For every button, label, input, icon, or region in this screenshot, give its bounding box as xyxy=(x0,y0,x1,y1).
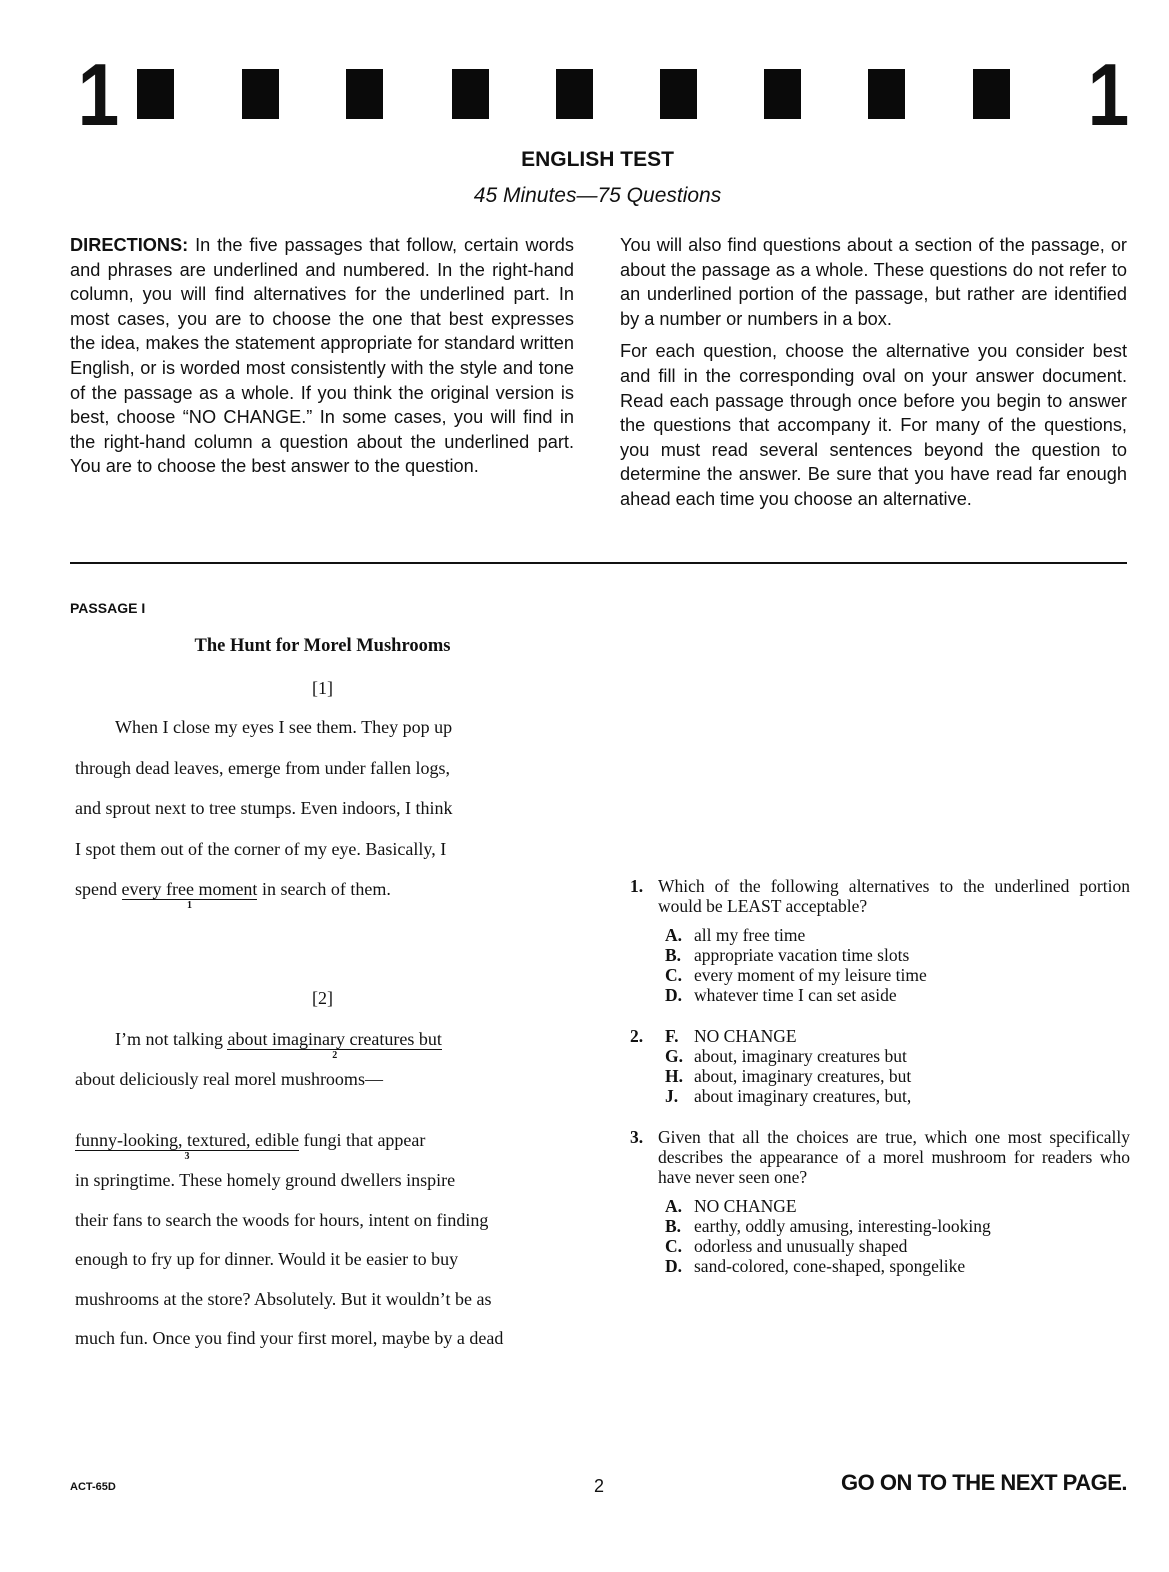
passage-line xyxy=(75,1129,426,1162)
test-subtitle: 45 Minutes—75 Questions xyxy=(473,184,722,207)
option-letter: B. xyxy=(665,1216,682,1236)
answer-option-h[interactable] xyxy=(665,1066,1130,1086)
question-number: 1. xyxy=(630,876,644,896)
answer-option-f[interactable] xyxy=(665,1026,1130,1046)
option-letter: D. xyxy=(665,985,683,1005)
directions-paragraph: For each question, choose the alternative you consider best and fill in the corresponding oval on your answer document. Read each passage through once before you begin to answer the questions that accompany it. For many of the questions, you must read several sentences beyond the question to determine the answer. Be sure that you have read far enough ahead each time you choose an alternative. xyxy=(620,341,1127,509)
go-on-notice: GO ON TO THE NEXT PAGE. xyxy=(841,1470,1127,1495)
section-number-right: 1 xyxy=(1087,45,1130,144)
passage-line xyxy=(75,1068,383,1090)
passage-line xyxy=(75,838,446,860)
passage-text: I spot them out of the corner of my eye. Basically, I xyxy=(75,839,447,859)
answer-option-d[interactable] xyxy=(665,985,1130,1005)
passage-text: about deliciously real morel mushrooms— xyxy=(75,1069,383,1089)
header-block xyxy=(764,69,801,119)
answer-option-a[interactable] xyxy=(665,1196,1130,1216)
answer-option-g[interactable] xyxy=(665,1046,1130,1066)
passage-line xyxy=(75,1169,455,1191)
option-text: every moment of my leisure time xyxy=(694,965,927,985)
header-block xyxy=(137,69,174,119)
test-title: ENGLISH TEST xyxy=(521,148,674,171)
option-letter: G. xyxy=(665,1046,683,1066)
passage-text: their fans to search the woods for hours, intent on finding xyxy=(75,1210,489,1230)
question-reference-number: 2 xyxy=(332,1050,338,1061)
header-block xyxy=(868,69,905,119)
underlined-portion-1: every free moment 1 xyxy=(121,879,258,911)
directions-right xyxy=(620,233,1127,520)
option-text: about, imaginary creatures but xyxy=(694,1046,907,1066)
passage-text: in springtime. These homely ground dwellers inspire xyxy=(75,1170,456,1190)
option-text: about, imaginary creatures, but xyxy=(694,1066,912,1086)
answer-option-j[interactable] xyxy=(665,1086,1130,1106)
passage-text: When I close my eyes I see them. They pop up xyxy=(115,717,453,737)
passage-line xyxy=(75,757,450,779)
option-text: NO CHANGE xyxy=(694,1196,797,1216)
option-letter: B. xyxy=(665,945,682,965)
directions-label: DIRECTIONS: xyxy=(70,235,189,255)
answer-option-a[interactable] xyxy=(665,925,1130,945)
directions-left xyxy=(70,233,574,487)
header-block xyxy=(452,69,489,119)
answer-option-b[interactable] xyxy=(665,945,1130,965)
answer-option-d[interactable] xyxy=(665,1256,1130,1276)
passage-line xyxy=(75,1209,488,1231)
header-block xyxy=(556,69,593,119)
option-text: about imaginary creatures, but, xyxy=(694,1086,912,1106)
underlined-portion-2: about imaginary creatures but 2 xyxy=(227,1029,442,1061)
passage-line xyxy=(75,878,391,911)
passage-text: through dead leaves, emerge from under fallen logs, xyxy=(75,758,451,778)
header-block xyxy=(242,69,279,119)
option-letter: C. xyxy=(665,965,683,985)
passage-line xyxy=(75,1288,491,1310)
passage-title: The Hunt for Morel Mushrooms xyxy=(194,636,451,656)
passage-line xyxy=(115,1028,442,1061)
answer-option-b[interactable] xyxy=(665,1216,1130,1236)
option-text: all my free time xyxy=(694,925,806,945)
question-stem: Which of the following alternatives to the underlined portion would be LEAST acceptable? xyxy=(658,876,1130,916)
option-text: whatever time I can set aside xyxy=(694,985,897,1005)
option-letter: A. xyxy=(665,925,683,945)
passage-text: much fun. Once you find your first morel, maybe by a dead xyxy=(75,1328,504,1348)
answer-option-c[interactable] xyxy=(665,965,1130,985)
header-block xyxy=(660,69,697,119)
option-text: odorless and unusually shaped xyxy=(694,1236,908,1256)
directions-text: In the five passages that follow, certain words and phrases are underlined and numbered. In the right-hand column, you will find alternatives for the underlined part. In most cases, you are to choose the one that best expresses the idea, makes the statement appropriate for standard written English, or is worded most consistently with the style and tone of the passage as a whole. If you think the original version is best, choose “NO CHANGE.” In some cases, you will find in the right-hand column a question about the underlined part. You are to choose the best answer to the question. xyxy=(70,235,574,477)
question-stem: Given that all the choices are true, which one most specifically describes the appearance of a morel mushroom for readers who have never seen one? xyxy=(658,1127,1130,1187)
question-3 xyxy=(630,1127,1130,1276)
passage-text: fungi that appear xyxy=(298,1130,426,1150)
option-text: sand-colored, cone-shaped, spongelike xyxy=(694,1256,966,1276)
passage-text: in search of them. xyxy=(257,879,391,899)
option-letter: F. xyxy=(665,1026,679,1046)
option-letter: H. xyxy=(665,1066,683,1086)
passage-text: mushrooms at the store? Absolutely. But it wouldn’t be as xyxy=(75,1289,492,1309)
passage-text: spend xyxy=(75,879,122,899)
passage-text: and sprout next to tree stumps. Even indoors, I think xyxy=(75,798,453,818)
form-code: ACT-65D xyxy=(70,1481,116,1493)
question-reference-number: 1 xyxy=(186,900,192,911)
question-reference-number: 3 xyxy=(184,1151,190,1162)
passage-label: PASSAGE I xyxy=(70,600,146,616)
question-1 xyxy=(630,876,1130,1005)
option-text: NO CHANGE xyxy=(694,1026,797,1046)
header-block xyxy=(973,69,1010,119)
paragraph-marker: [2] xyxy=(312,988,333,1008)
passage-text: enough to fry up for dinner. Would it be easier to buy xyxy=(75,1249,459,1269)
question-number: 2. xyxy=(630,1026,644,1046)
page-number: 2 xyxy=(594,1476,605,1496)
section-number-left: 1 xyxy=(77,45,120,144)
option-letter: C. xyxy=(665,1236,683,1256)
section-divider xyxy=(70,562,1127,564)
answer-option-c[interactable] xyxy=(665,1236,1130,1256)
option-letter: A. xyxy=(665,1196,683,1216)
paragraph-marker: [1] xyxy=(312,678,333,698)
option-text: earthy, oddly amusing, interesting-looking xyxy=(694,1216,991,1236)
directions-paragraph: You will also find questions about a section of the passage, or about the passage as a whole. These questions do not refer to an underlined portion of the passage, but rather are identified by a number or numbers in a box. xyxy=(620,235,1127,329)
passage-text: I’m not talking xyxy=(115,1029,228,1049)
question-number: 3. xyxy=(630,1127,644,1147)
option-text: appropriate vacation time slots xyxy=(694,945,910,965)
underlined-portion-3: funny-looking, textured, edible 3 xyxy=(75,1130,299,1162)
option-letter: D. xyxy=(665,1256,683,1276)
header-block xyxy=(346,69,383,119)
passage-line xyxy=(115,716,452,738)
question-2 xyxy=(630,1026,1130,1106)
passage-line xyxy=(75,797,452,819)
passage-line xyxy=(75,1327,503,1349)
passage-line xyxy=(75,1248,458,1270)
option-letter: J. xyxy=(665,1086,679,1106)
